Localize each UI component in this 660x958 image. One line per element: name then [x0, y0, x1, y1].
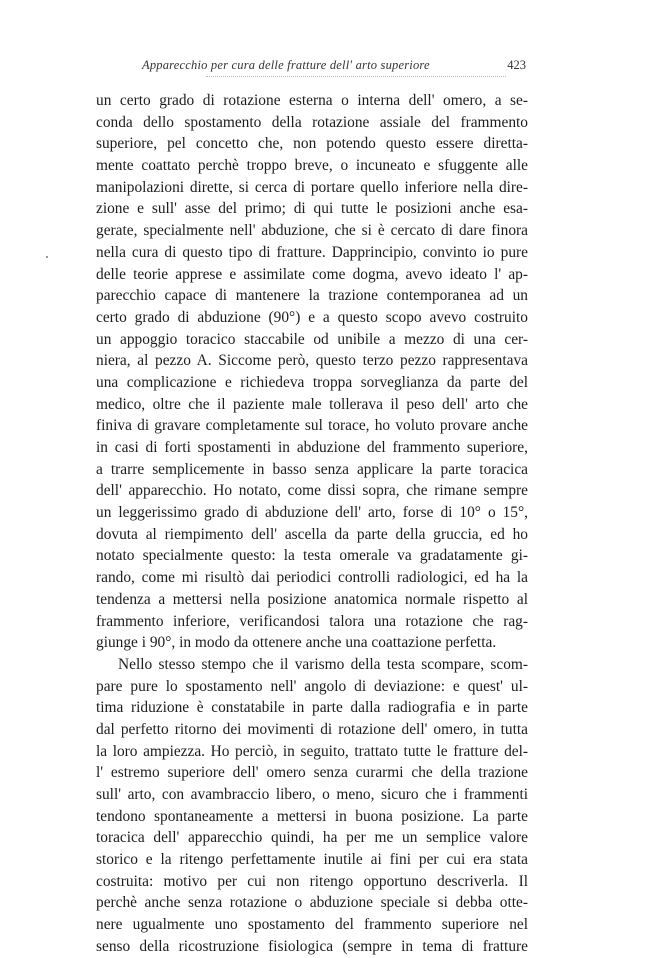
text-line: in casi di forti spostamenti in abduzione del frammento superiore, — [96, 439, 528, 456]
text-line: certo grado di abduzione (90°) e a questo scopo avevo costruito — [96, 308, 528, 326]
text-line: notato specialmente questo: la testa omerale va gradatamente gi- — [96, 547, 528, 565]
text-line: nere ugualmente uno spostamento del frammento superiore nel — [96, 916, 528, 934]
running-header — [96, 58, 528, 78]
text-line: zione e sull' asse del primo; di qui tutte le posizioni anche esa- — [96, 200, 528, 218]
body-text — [96, 90, 528, 958]
text-line: giunge i 90°, in modo da ottenere anche una coattazione perfetta. — [96, 634, 497, 652]
text-line: dell' apparecchio. Ho notato, come dissi sopra, che rimane sempre — [96, 482, 528, 500]
text-line: dal perfetto ritorno dei movimenti di rotazione dell' omero, in tutta — [96, 720, 528, 738]
text-line: un appoggio toracico staccabile od unibile a mezzo di una cer- — [96, 330, 528, 348]
text-line: tendenza a mettersi nella posizione anatomica normale rispetto al — [96, 590, 528, 608]
text-line: rando, come mi risultò dai periodici controlli radiologici, ed ha la — [96, 569, 528, 587]
text-line: una complicazione e richiedeva troppa sorveglianza da parte del — [96, 373, 528, 391]
text-line: manipolazioni dirette, si cerca di portare quello inferiore nella dire- — [96, 178, 528, 196]
text-line: gerate, specialmente nell' abduzione, che si è cercato di dare finora — [96, 222, 528, 240]
text-line: un leggerissimo grado di abduzione dell' arto, forse di 10° o 15°, — [96, 504, 528, 522]
text-line: perchè anche senza rotazione o abduzione speciale si debba otte- — [96, 894, 528, 912]
text-line: l' estremo superiore dell' omero senza curarmi che della trazione — [96, 764, 528, 782]
text-line: costruita: motivo per cui non ritengo opportuno descriverla. Il — [96, 872, 528, 890]
text-line: mente coattato perchè troppo breve, o incuneato e sfuggente alle — [96, 157, 528, 175]
margin-speck — [46, 256, 48, 258]
text-line: medico, oltre che il paziente male tollerava il peso dell' arto che — [96, 395, 528, 413]
text-line: pare pure lo spostamento nell' angolo di deviazione: e quest' ul- — [96, 677, 528, 695]
text-line: superiore, pel concetto che, non potendo questo essere diretta- — [96, 135, 528, 153]
text-line: un certo grado di rotazione esterna o interna dell' omero, a se- — [96, 92, 528, 109]
text-line: sull' arto, con avambraccio libero, o meno, sicuro che i frammenti — [96, 786, 528, 803]
text-line: parecchio capace di mantenere la trazione contemporanea ad un — [96, 287, 528, 305]
text-line: niera, al pezzo A. Siccome però, questo terzo pezzo rappresentava — [96, 352, 528, 370]
text-line: toracica dell' apparecchio quindi, ha per me un semplice valore — [96, 829, 528, 847]
text-line: la loro ampiezza. Ho perciò, in seguito, trattato tutte le fratture del- — [96, 742, 528, 760]
running-title: Apparecchio per cura delle fratture dell' arto superiore — [142, 58, 430, 72]
text-line: frammento inferiore, verificandosi talora una rotazione che rag- — [96, 612, 528, 630]
text-line: nella cura di questo tipo di fratture. Dapprincipio, convinto io pure — [96, 243, 528, 261]
text-line: a trarre semplicemente in basso senza applicare la parte toracica — [96, 460, 528, 478]
text-line: storico e la ritengo perfettamente inutile ai fini per cui era stata — [96, 851, 528, 869]
text-line: conda dello spostamento della rotazione assiale del frammento — [96, 113, 528, 131]
text-line: dovuta al riempimento dell' ascella da parte della gruccia, ed ho — [96, 525, 528, 543]
header-dotted-rule — [206, 76, 506, 77]
paragraph-start-line: Nello stesso stempo che il varismo della testa scompare, scom- — [118, 655, 528, 673]
text-line: senso della ricostruzione fisiologica (sempre in tema di fratture — [96, 937, 528, 955]
text-line: finiva di gravare completamente sul torace, ho voluto provare anche — [96, 417, 528, 435]
text-line: tima riduzione è constatabile in parte dalla radiografia e in parte — [96, 699, 528, 717]
text-line: delle teorie apprese e assimilate come dogma, avevo ideato l' ap- — [96, 265, 528, 283]
page-number: 423 — [507, 58, 526, 72]
text-line: tendono spontaneamente a mettersi in buona posizione. La parte — [96, 807, 528, 825]
